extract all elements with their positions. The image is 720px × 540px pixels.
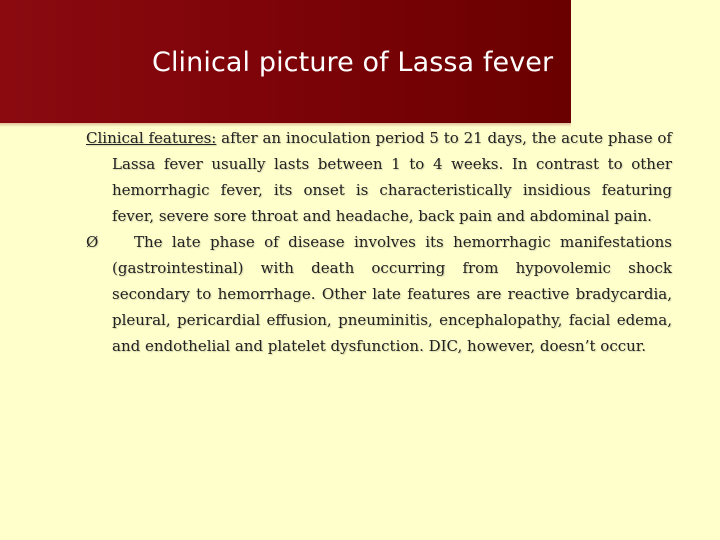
paragraph-clinical-features [86, 125, 672, 229]
slide-title: Clinical picture of Lassa fever [152, 47, 554, 78]
clinical-features-lead: Clinical features: [86, 129, 217, 147]
title-band [0, 0, 571, 123]
clinical-features-text: after an inoculation period 5 to 21 days, the acute phase of Lassa fever usually lasts between 1 to 4 weeks. In contrast to other hemorrhagic fever, its onset is characteristically insidious featuring fever, severe sore throat and headache, back pain and abdominal pain. [112, 129, 672, 225]
slide-body [86, 125, 672, 359]
bullet-icon: Ø [86, 233, 99, 251]
late-phase-text: The late phase of disease involves its hemorrhagic manifestations (gastrointestinal) with death occurring from hypovolemic shock secondary to hemorrhage. Other late features are reactive bradycardia, pleural, pericardial effusion, pneuminitis, encephalopathy, facial edema, and endothelial and platelet dysfunction. DIC, however, doesn’t occur. [112, 233, 672, 355]
paragraph-late-phase [86, 229, 672, 359]
